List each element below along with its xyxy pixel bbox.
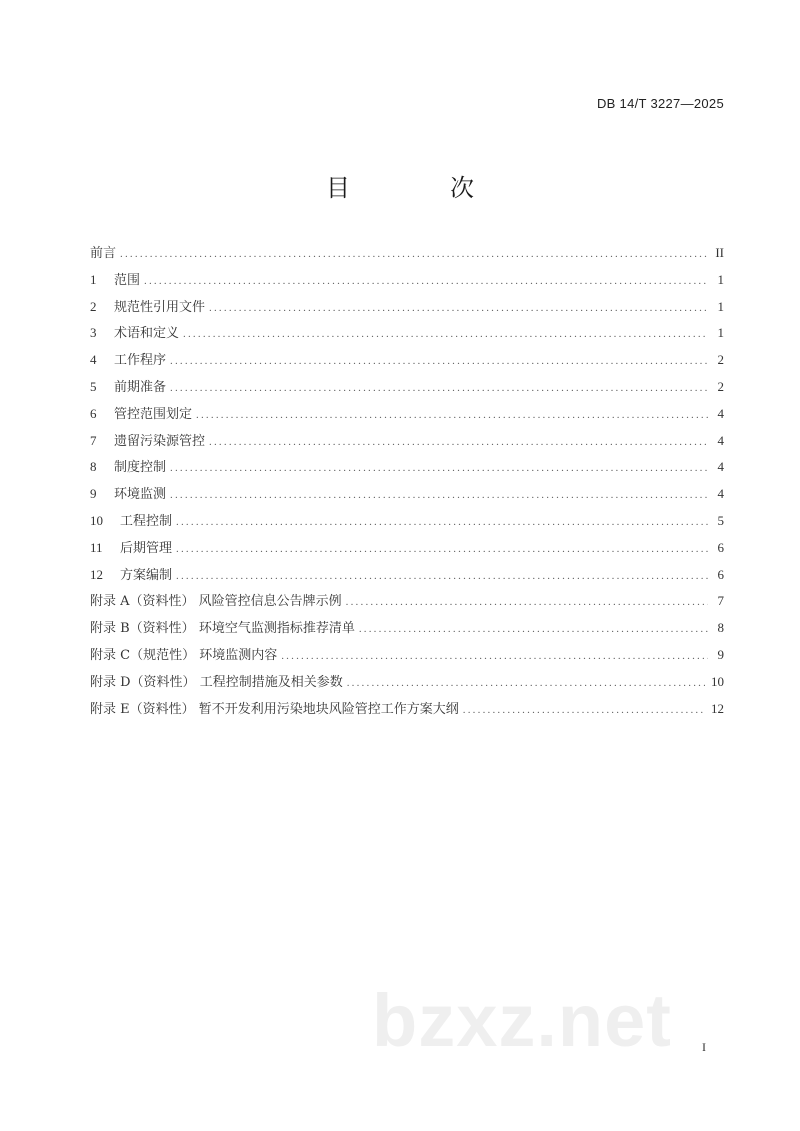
toc-entry-label: 附录 E（资料性） 暂不开发利用污染地块风险管控工作方案大纲 bbox=[90, 701, 459, 717]
toc-entry-page: 9 bbox=[717, 646, 724, 662]
toc-entry-appendix-b[interactable] bbox=[90, 615, 724, 642]
page-title: 目 次 bbox=[326, 174, 512, 202]
toc-entry-page: 2 bbox=[717, 378, 724, 394]
toc-entry-page: 4 bbox=[717, 486, 724, 502]
toc-entry-foreword[interactable] bbox=[90, 240, 724, 267]
toc-leader-dots bbox=[209, 429, 708, 456]
toc-leader-dots bbox=[120, 241, 708, 268]
toc-leader-dots bbox=[346, 589, 708, 616]
toc-entry-number: 7 bbox=[90, 432, 97, 448]
toc-leader-dots bbox=[170, 375, 708, 402]
toc-leader-dots bbox=[176, 563, 708, 590]
toc-entry-appendix-a[interactable] bbox=[90, 588, 724, 615]
toc-entry-appendix-e[interactable] bbox=[90, 696, 724, 723]
toc-entry-page: 1 bbox=[717, 271, 724, 287]
toc-leader-dots bbox=[170, 348, 708, 375]
toc-entry-page: 8 bbox=[717, 620, 724, 636]
toc-entry-page: 1 bbox=[717, 298, 724, 314]
toc-entry-number: 12 bbox=[90, 566, 103, 582]
toc-leader-dots bbox=[176, 509, 708, 536]
toc-leader-dots bbox=[281, 643, 708, 670]
toc-entry-number: 3 bbox=[90, 325, 97, 341]
toc-entry-page: 2 bbox=[717, 352, 724, 368]
toc-entry-9[interactable] bbox=[90, 481, 724, 508]
toc-entry-label: 附录 B（资料性） 环境空气监测指标推荐清单 bbox=[90, 621, 355, 637]
toc-entry-label: 前言 bbox=[90, 246, 117, 261]
toc-entry-page: 4 bbox=[717, 432, 724, 448]
toc-entry-number: 10 bbox=[90, 512, 103, 528]
toc-entry-appendix-c[interactable] bbox=[90, 642, 724, 669]
toc-entry-7[interactable] bbox=[90, 428, 724, 455]
toc-entry-page: 1 bbox=[717, 325, 724, 341]
toc-entry-page: 7 bbox=[717, 593, 724, 609]
toc-entry-number: 6 bbox=[90, 405, 97, 421]
toc-entry-page: 6 bbox=[717, 566, 724, 582]
toc-entry-label: 附录 D（资料性） 工程控制措施及相关参数 bbox=[90, 674, 343, 690]
toc-leader-dots bbox=[170, 482, 708, 509]
toc-entry-4[interactable] bbox=[90, 347, 724, 374]
toc-entry-label: 制度控制 bbox=[114, 460, 167, 476]
toc-leader-dots bbox=[170, 455, 708, 482]
toc-entry-page: 4 bbox=[717, 405, 724, 421]
toc-leader-dots bbox=[209, 295, 708, 322]
toc-entry-label: 管控范围划定 bbox=[114, 406, 193, 422]
toc-leader-dots bbox=[347, 670, 705, 697]
toc-leader-dots bbox=[196, 402, 708, 429]
toc-entry-5[interactable] bbox=[90, 374, 724, 401]
toc-entry-number: 9 bbox=[90, 486, 97, 502]
toc-entry-number: 5 bbox=[90, 378, 97, 394]
table-of-contents bbox=[90, 240, 724, 722]
toc-leader-dots bbox=[144, 268, 708, 295]
toc-entry-11[interactable] bbox=[90, 535, 724, 562]
toc-entry-page: 6 bbox=[717, 539, 724, 555]
toc-entry-label: 附录 C（规范性） 环境监测内容 bbox=[90, 647, 278, 663]
watermark: bzxz.net bbox=[372, 979, 672, 1062]
toc-entry-2[interactable] bbox=[90, 294, 724, 321]
toc-entry-3[interactable] bbox=[90, 320, 724, 347]
toc-entry-page: 10 bbox=[711, 673, 724, 689]
toc-entry-12[interactable] bbox=[90, 562, 724, 589]
toc-entry-label: 附录 A（资料性） 风险管控信息公告牌示例 bbox=[90, 594, 342, 610]
document-code: DB 14/T 3227—2025 bbox=[596, 96, 724, 111]
toc-entry-page: 4 bbox=[717, 459, 724, 475]
toc-entry-appendix-d[interactable] bbox=[90, 669, 724, 696]
toc-entry-label: 前期准备 bbox=[114, 379, 167, 395]
toc-entry-number: 1 bbox=[90, 271, 97, 287]
toc-leader-dots bbox=[359, 616, 708, 643]
toc-entry-page: 5 bbox=[717, 512, 724, 528]
toc-entry-page: 12 bbox=[711, 700, 724, 716]
toc-entry-label: 环境监测 bbox=[114, 487, 167, 503]
toc-entry-number: 8 bbox=[90, 459, 97, 475]
toc-entry-label: 后期管理 bbox=[120, 540, 173, 556]
toc-entry-label: 遗留污染源管控 bbox=[114, 433, 206, 449]
toc-entry-1[interactable] bbox=[90, 267, 724, 294]
toc-entry-label: 工程控制 bbox=[120, 513, 173, 529]
toc-entry-label: 工作程序 bbox=[114, 353, 167, 369]
toc-entry-8[interactable] bbox=[90, 454, 724, 481]
toc-entry-label: 范围 bbox=[114, 272, 141, 288]
toc-entry-label: 术语和定义 bbox=[114, 326, 180, 342]
toc-leader-dots bbox=[463, 697, 705, 724]
page-number: I bbox=[702, 1040, 706, 1054]
toc-leader-dots bbox=[183, 321, 708, 348]
toc-entry-10[interactable] bbox=[90, 508, 724, 535]
toc-leader-dots bbox=[176, 536, 708, 563]
toc-entry-label: 方案编制 bbox=[120, 567, 173, 583]
toc-entry-number: 4 bbox=[90, 352, 97, 368]
toc-entry-number: 2 bbox=[90, 298, 97, 314]
toc-entry-label: 规范性引用文件 bbox=[114, 299, 206, 315]
toc-entry-page: II bbox=[715, 245, 724, 260]
toc-entry-6[interactable] bbox=[90, 401, 724, 428]
toc-entry-number: 11 bbox=[90, 539, 103, 555]
